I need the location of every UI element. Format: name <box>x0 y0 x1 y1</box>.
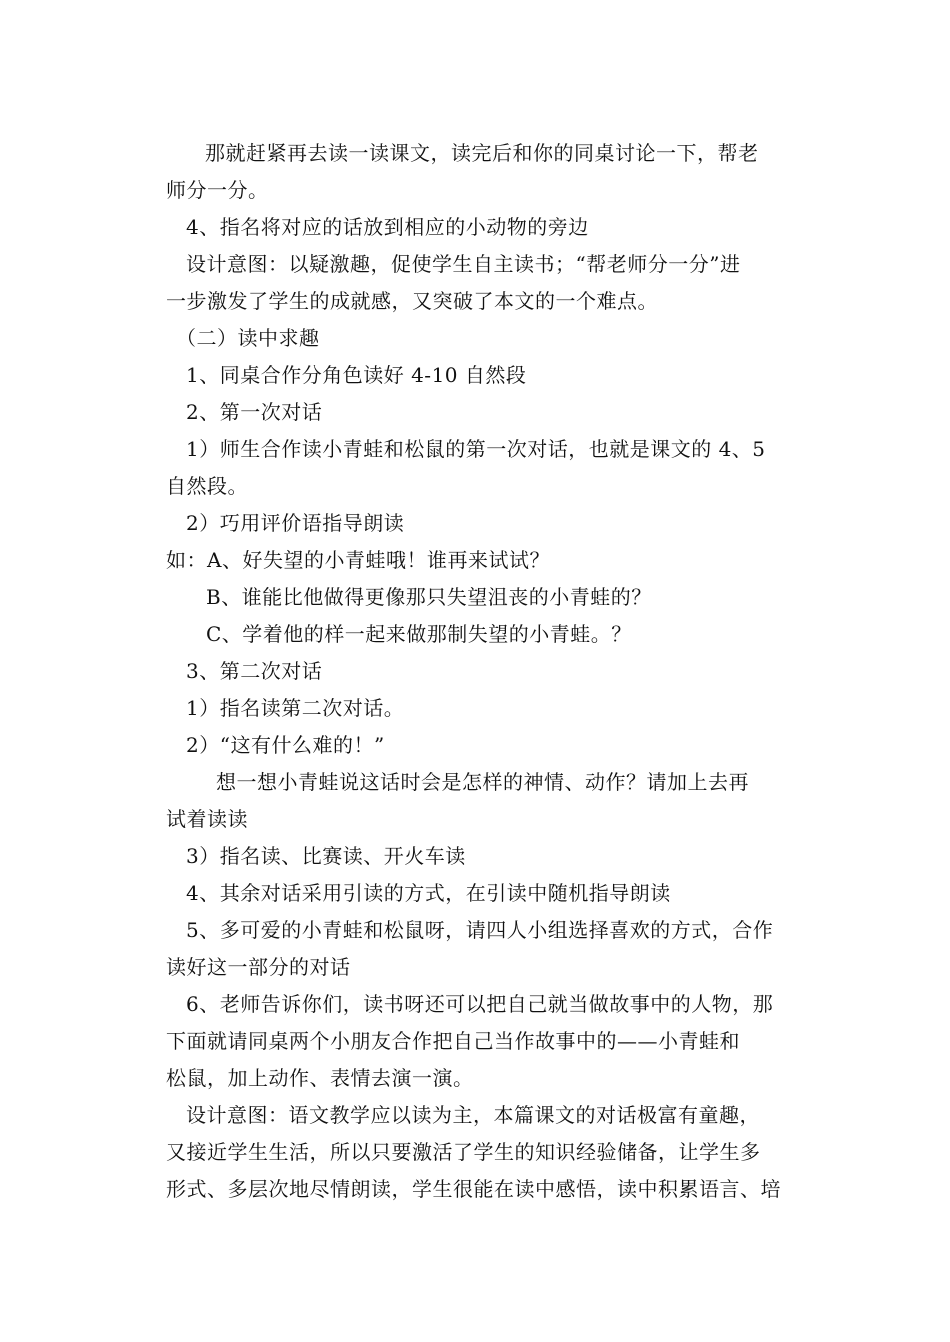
text-line: 4、指名将对应的话放到相应的小动物的旁边 <box>186 215 589 239</box>
text-line: 2）巧用评价语指导朗读 <box>186 511 405 535</box>
text-line: 又接近学生生活，所以只要激活了学生的知识经验储备，让学生多 <box>166 1140 761 1164</box>
text-line: 自然段。 <box>166 474 248 498</box>
text-line: 5、多可爱的小青蛙和松鼠呀，请四人小组选择喜欢的方式，合作 <box>186 918 774 942</box>
text-line: 2）“这有什么难的！” <box>186 733 385 757</box>
text-line: 试着读读 <box>166 807 248 831</box>
text-line: 1、同桌合作分角色读好 4-10 自然段 <box>186 363 527 387</box>
text-line: 3、第二次对话 <box>186 659 323 683</box>
text-line: 6、老师告诉你们，读书呀还可以把自己就当做故事中的人物，那 <box>186 992 774 1016</box>
text-line: 1）师生合作读小青蛙和松鼠的第一次对话，也就是课文的 4、5 <box>186 437 766 461</box>
text-line: 1）指名读第二次对话。 <box>186 696 405 720</box>
text-line: 设计意图：语文教学应以读为主，本篇课文的对话极富有童趣， <box>186 1103 760 1127</box>
section-heading: （二）读中求趣 <box>176 326 320 350</box>
text-line: C、学着他的样一起来做那制失望的小青蛙。？ <box>206 622 632 646</box>
text-line: 设计意图：以疑激趣，促使学生自主读书；“帮老师分一分”进 <box>186 252 741 276</box>
text-line: 形式、多层次地尽情朗读，学生很能在读中感悟，读中积累语言、培 <box>166 1177 781 1201</box>
text-line: 松鼠，加上动作、表情去演一演。 <box>166 1066 474 1090</box>
text-line: 一步激发了学生的成就感，又突破了本文的一个难点。 <box>166 289 658 313</box>
text-line: 2、第一次对话 <box>186 400 323 424</box>
text-line: 那就赶紧再去读一读课文，读完后和你的同桌讨论一下，帮老 <box>205 141 759 165</box>
text-line: 如：A、好失望的小青蛙哦！谁再来试试？ <box>166 548 550 572</box>
text-line: 读好这一部分的对话 <box>166 955 351 979</box>
text-line: B、谁能比他做得更像那只失望沮丧的小青蛙的？ <box>206 585 652 609</box>
text-line: 想一想小青蛙说这话时会是怎样的神情、动作？请加上去再 <box>216 770 749 794</box>
text-line: 师分一分。 <box>166 178 269 202</box>
text-line: 4、其余对话采用引读的方式，在引读中随机指导朗读 <box>186 881 671 905</box>
text-line: 下面就请同桌两个小朋友合作把自己当作故事中的——小青蛙和 <box>166 1029 740 1053</box>
text-line: 3）指名读、比赛读、开火车读 <box>186 844 466 868</box>
